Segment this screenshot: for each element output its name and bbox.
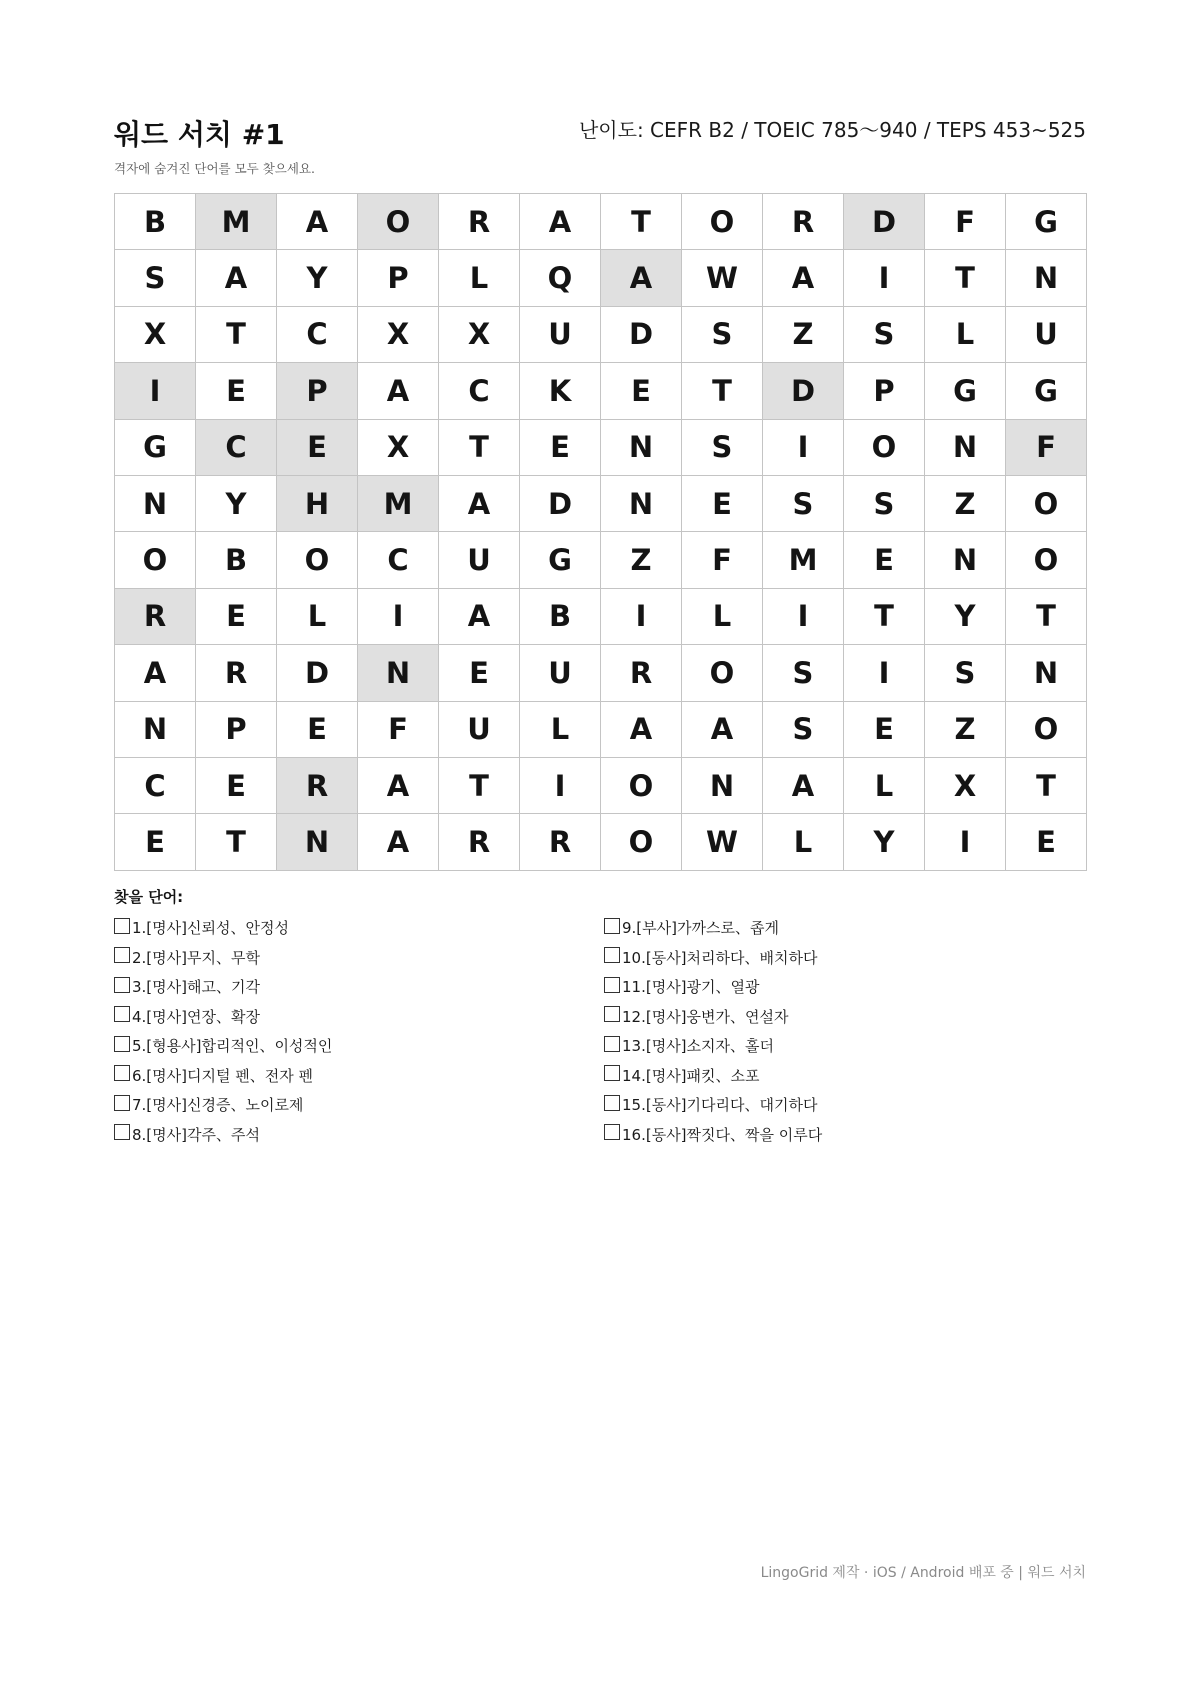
grid-cell: D bbox=[763, 363, 844, 419]
grid-cell: R bbox=[520, 814, 601, 870]
grid-cell: S bbox=[682, 307, 763, 363]
grid-cell: X bbox=[358, 307, 439, 363]
grid-cell: A bbox=[277, 194, 358, 250]
grid-cell: C bbox=[358, 532, 439, 588]
grid-cell: R bbox=[115, 589, 196, 645]
grid-cell: L bbox=[520, 702, 601, 758]
word-clue: 15.[동사]기다리다、대기하다 bbox=[622, 1096, 818, 1115]
grid-cell: E bbox=[520, 420, 601, 476]
word-clue: 16.[동사]짝짓다、짝을 이루다 bbox=[622, 1125, 823, 1144]
grid-cell: E bbox=[196, 589, 277, 645]
word-clue: 7.[명사]신경증、노이로제 bbox=[132, 1096, 304, 1115]
grid-cell: C bbox=[439, 363, 520, 419]
grid-cell: T bbox=[196, 307, 277, 363]
grid-cell: M bbox=[763, 532, 844, 588]
grid-cell: Z bbox=[925, 476, 1006, 532]
grid-cell: A bbox=[682, 702, 763, 758]
word-list-item bbox=[114, 1002, 332, 1032]
word-clue: 8.[명사]각주、주석 bbox=[132, 1125, 260, 1144]
grid-cell: T bbox=[196, 814, 277, 870]
grid-cell: Y bbox=[196, 476, 277, 532]
word-list-item bbox=[604, 1120, 822, 1150]
grid-cell: I bbox=[520, 758, 601, 814]
grid-cell: Z bbox=[925, 702, 1006, 758]
grid-cell: R bbox=[439, 814, 520, 870]
grid-cell: E bbox=[682, 476, 763, 532]
grid-cell: E bbox=[601, 363, 682, 419]
checkbox-icon[interactable] bbox=[604, 1095, 620, 1111]
word-clue: 1.[명사]신뢰성、안정성 bbox=[132, 919, 289, 938]
grid-cell: R bbox=[601, 645, 682, 701]
grid-cell: D bbox=[844, 194, 925, 250]
grid-cell: A bbox=[115, 645, 196, 701]
grid-cell: A bbox=[358, 814, 439, 870]
grid-cell: E bbox=[196, 363, 277, 419]
word-list-item bbox=[114, 1090, 332, 1120]
letter-grid bbox=[114, 193, 1087, 871]
grid-cell: S bbox=[844, 307, 925, 363]
grid-cell: N bbox=[925, 532, 1006, 588]
word-list-heading: 찾을 단어: bbox=[114, 888, 184, 906]
grid-cell: C bbox=[277, 307, 358, 363]
page-title: 워드 서치 #1 bbox=[114, 118, 285, 151]
grid-cell: T bbox=[601, 194, 682, 250]
grid-cell: S bbox=[763, 702, 844, 758]
word-clue: 4.[명사]연장、확장 bbox=[132, 1007, 260, 1026]
grid-cell: L bbox=[763, 814, 844, 870]
grid-cell: O bbox=[115, 532, 196, 588]
word-clue: 11.[명사]광기、열광 bbox=[622, 978, 760, 997]
grid-cell: D bbox=[520, 476, 601, 532]
word-list-item bbox=[604, 913, 822, 943]
word-clue: 9.[부사]가까스로、좁게 bbox=[622, 919, 779, 938]
grid-cell: E bbox=[844, 532, 925, 588]
grid-cell: E bbox=[277, 702, 358, 758]
word-list-item bbox=[114, 1061, 332, 1091]
grid-cell: W bbox=[682, 250, 763, 306]
word-list-item bbox=[604, 1061, 822, 1091]
grid-cell: S bbox=[844, 476, 925, 532]
word-clue: 2.[명사]무지、무학 bbox=[132, 948, 260, 967]
grid-cell: Q bbox=[520, 250, 601, 306]
checkbox-icon[interactable] bbox=[604, 918, 620, 934]
grid-cell: O bbox=[1006, 702, 1087, 758]
grid-cell: A bbox=[601, 702, 682, 758]
grid-cell: I bbox=[844, 250, 925, 306]
grid-cell: Y bbox=[925, 589, 1006, 645]
grid-cell: F bbox=[925, 194, 1006, 250]
grid-cell: A bbox=[520, 194, 601, 250]
grid-cell: F bbox=[358, 702, 439, 758]
checkbox-icon[interactable] bbox=[604, 977, 620, 993]
grid-cell: O bbox=[682, 645, 763, 701]
grid-cell: P bbox=[277, 363, 358, 419]
grid-cell: N bbox=[1006, 250, 1087, 306]
checkbox-icon[interactable] bbox=[604, 1124, 620, 1140]
grid-cell: U bbox=[520, 307, 601, 363]
grid-cell: U bbox=[439, 702, 520, 758]
grid-cell: Z bbox=[763, 307, 844, 363]
grid-cell: N bbox=[1006, 645, 1087, 701]
grid-cell: O bbox=[844, 420, 925, 476]
grid-cell: O bbox=[358, 194, 439, 250]
grid-cell: P bbox=[196, 702, 277, 758]
checkbox-icon[interactable] bbox=[114, 947, 130, 963]
grid-cell: Z bbox=[601, 532, 682, 588]
grid-cell: X bbox=[439, 307, 520, 363]
grid-cell: R bbox=[439, 194, 520, 250]
grid-cell: P bbox=[844, 363, 925, 419]
grid-cell: I bbox=[358, 589, 439, 645]
word-list-item bbox=[114, 943, 332, 973]
grid-cell: Y bbox=[277, 250, 358, 306]
grid-cell: B bbox=[115, 194, 196, 250]
grid-cell: E bbox=[844, 702, 925, 758]
grid-cell: E bbox=[196, 758, 277, 814]
grid-cell: C bbox=[115, 758, 196, 814]
grid-cell: F bbox=[1006, 420, 1087, 476]
checkbox-icon[interactable] bbox=[114, 1124, 130, 1140]
checkbox-icon[interactable] bbox=[114, 977, 130, 993]
grid-cell: F bbox=[682, 532, 763, 588]
grid-cell: O bbox=[1006, 532, 1087, 588]
checkbox-icon[interactable] bbox=[604, 1006, 620, 1022]
grid-cell: T bbox=[844, 589, 925, 645]
word-clue: 12.[명사]웅변가、연설자 bbox=[622, 1007, 789, 1026]
checkbox-icon[interactable] bbox=[114, 1065, 130, 1081]
grid-cell: I bbox=[844, 645, 925, 701]
word-list-item bbox=[604, 1031, 822, 1061]
grid-cell: H bbox=[277, 476, 358, 532]
grid-cell: S bbox=[763, 645, 844, 701]
grid-cell: A bbox=[196, 250, 277, 306]
grid-cell: W bbox=[682, 814, 763, 870]
word-list-item bbox=[604, 1090, 822, 1120]
word-clue: 5.[형용사]합리적인、이성적인 bbox=[132, 1037, 333, 1056]
word-list-item bbox=[604, 1002, 822, 1032]
word-list-item bbox=[604, 943, 822, 973]
grid-cell: O bbox=[601, 814, 682, 870]
grid-cell: A bbox=[439, 476, 520, 532]
word-list-item bbox=[604, 972, 822, 1002]
checkbox-icon[interactable] bbox=[114, 918, 130, 934]
grid-cell: N bbox=[277, 814, 358, 870]
grid-cell: R bbox=[763, 194, 844, 250]
grid-cell: M bbox=[358, 476, 439, 532]
grid-cell: L bbox=[682, 589, 763, 645]
checkbox-icon[interactable] bbox=[114, 1095, 130, 1111]
grid-cell: T bbox=[439, 420, 520, 476]
word-clue: 6.[명사]디지털 펜、전자 펜 bbox=[132, 1066, 313, 1085]
grid-cell: T bbox=[439, 758, 520, 814]
checkbox-icon[interactable] bbox=[604, 1065, 620, 1081]
grid-cell: I bbox=[763, 589, 844, 645]
grid-cell: T bbox=[925, 250, 1006, 306]
grid-cell: X bbox=[925, 758, 1006, 814]
word-list-item bbox=[114, 1120, 332, 1150]
checkbox-icon[interactable] bbox=[114, 1036, 130, 1052]
grid-cell: N bbox=[601, 420, 682, 476]
grid-cell: S bbox=[763, 476, 844, 532]
grid-cell: U bbox=[520, 645, 601, 701]
grid-cell: X bbox=[115, 307, 196, 363]
grid-cell: L bbox=[277, 589, 358, 645]
grid-cell: N bbox=[601, 476, 682, 532]
grid-cell: A bbox=[439, 589, 520, 645]
grid-cell: E bbox=[1006, 814, 1087, 870]
word-list-item bbox=[114, 913, 332, 943]
grid-cell: L bbox=[925, 307, 1006, 363]
checkbox-icon[interactable] bbox=[114, 1006, 130, 1022]
grid-cell: U bbox=[439, 532, 520, 588]
word-clue: 3.[명사]해고、기각 bbox=[132, 978, 260, 997]
grid-cell: T bbox=[1006, 758, 1087, 814]
difficulty-label: 난이도: CEFR B2 / TOEIC 785〜940 / TEPS 453~525 bbox=[578, 118, 1086, 142]
grid-cell: I bbox=[763, 420, 844, 476]
grid-cell: A bbox=[763, 250, 844, 306]
grid-cell: D bbox=[601, 307, 682, 363]
grid-cell: S bbox=[682, 420, 763, 476]
grid-cell: N bbox=[115, 702, 196, 758]
grid-cell: P bbox=[358, 250, 439, 306]
grid-cell: Y bbox=[844, 814, 925, 870]
word-list-left-column bbox=[114, 913, 332, 1149]
grid-cell: O bbox=[277, 532, 358, 588]
grid-cell: N bbox=[358, 645, 439, 701]
grid-cell: I bbox=[115, 363, 196, 419]
grid-cell: E bbox=[277, 420, 358, 476]
instructions: 격자에 숨겨진 단어를 모두 찾으세요. bbox=[114, 161, 315, 176]
word-list-item bbox=[114, 972, 332, 1002]
grid-cell: G bbox=[925, 363, 1006, 419]
grid-cell: X bbox=[358, 420, 439, 476]
grid-cell: A bbox=[763, 758, 844, 814]
grid-cell: A bbox=[358, 758, 439, 814]
grid-cell: A bbox=[358, 363, 439, 419]
grid-cell: C bbox=[196, 420, 277, 476]
grid-cell: G bbox=[115, 420, 196, 476]
grid-cell: K bbox=[520, 363, 601, 419]
grid-cell: O bbox=[601, 758, 682, 814]
grid-cell: L bbox=[439, 250, 520, 306]
grid-cell: T bbox=[1006, 589, 1087, 645]
word-clue: 14.[명사]패킷、소포 bbox=[622, 1066, 760, 1085]
grid-cell: E bbox=[439, 645, 520, 701]
grid-cell: S bbox=[925, 645, 1006, 701]
grid-cell: G bbox=[1006, 363, 1087, 419]
grid-cell: N bbox=[115, 476, 196, 532]
checkbox-icon[interactable] bbox=[604, 1036, 620, 1052]
grid-cell: G bbox=[1006, 194, 1087, 250]
word-clue: 13.[명사]소지자、홀더 bbox=[622, 1037, 774, 1056]
grid-cell: O bbox=[682, 194, 763, 250]
checkbox-icon[interactable] bbox=[604, 947, 620, 963]
grid-cell: D bbox=[277, 645, 358, 701]
grid-cell: G bbox=[520, 532, 601, 588]
grid-cell: A bbox=[601, 250, 682, 306]
grid-cell: O bbox=[1006, 476, 1087, 532]
grid-cell: B bbox=[520, 589, 601, 645]
grid-cell: T bbox=[682, 363, 763, 419]
grid-cell: L bbox=[844, 758, 925, 814]
grid-cell: N bbox=[925, 420, 1006, 476]
word-clue: 10.[동사]처리하다、배치하다 bbox=[622, 948, 818, 967]
grid-cell: B bbox=[196, 532, 277, 588]
grid-cell: I bbox=[925, 814, 1006, 870]
grid-cell: U bbox=[1006, 307, 1087, 363]
grid-cell: M bbox=[196, 194, 277, 250]
footer-credit: LingoGrid 제작 · iOS / Android 배포 중 | 워드 서치 bbox=[760, 1565, 1086, 1581]
grid-cell: R bbox=[196, 645, 277, 701]
grid-cell: E bbox=[115, 814, 196, 870]
grid-cell: S bbox=[115, 250, 196, 306]
grid-cell: N bbox=[682, 758, 763, 814]
word-list-item bbox=[114, 1031, 332, 1061]
word-list-right-column bbox=[604, 913, 822, 1149]
grid-cell: R bbox=[277, 758, 358, 814]
grid-cell: I bbox=[601, 589, 682, 645]
